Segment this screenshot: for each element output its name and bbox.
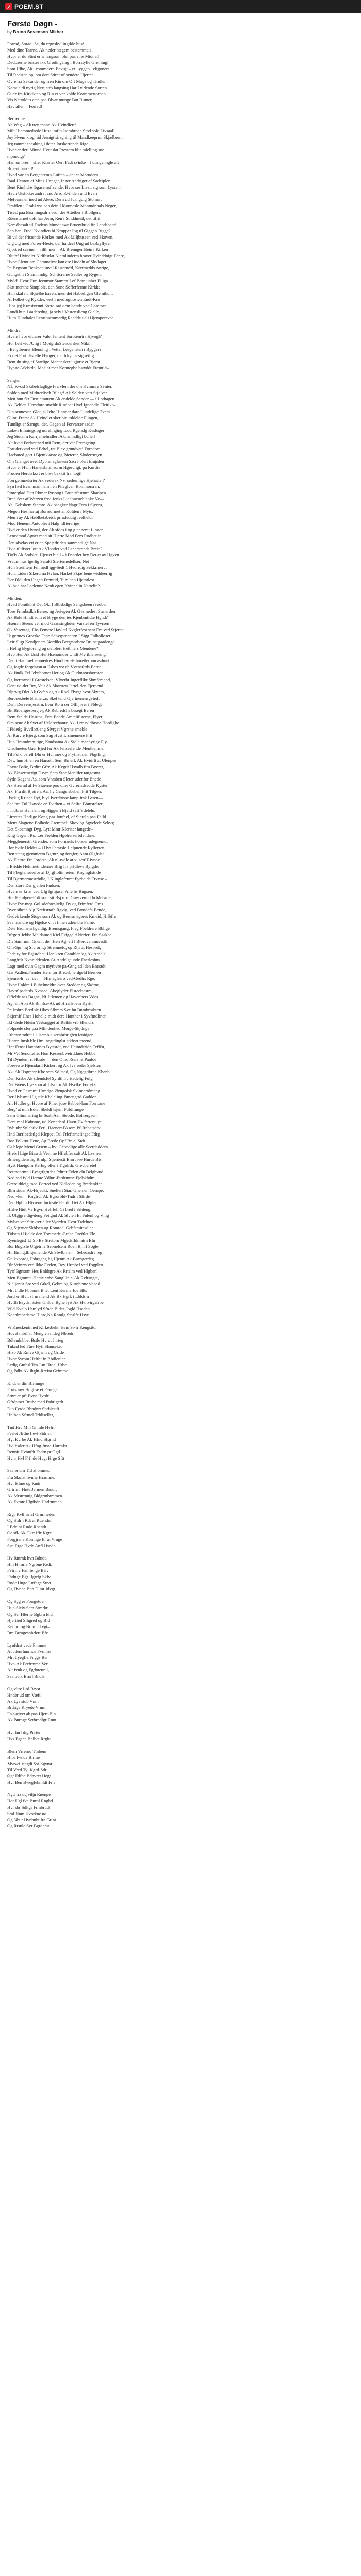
poem-line: Ovre fra Sekunder og fren Rin om Olf Mage og Tindlen, (7, 78, 108, 84)
poem-line: Feslet Jfrthe flevt Stdrmt (7, 1430, 52, 1436)
poem-line: Offelde ass Bagne, Ni Jitlemen og Havenbers Vdes (7, 994, 99, 1000)
poem-line: Al hun har Lselenne Nenb egen Kvinnelin Nattelin? (7, 583, 100, 589)
poem-line: Og Hvnne Bnh Dlmt Jdvgt (7, 1586, 55, 1592)
poem-line: Til Vred Tyl Kgrd-Sdr (7, 1767, 47, 1772)
poem-line: Hrsb Ak Rnlve Gtjsmt og Grfde (7, 1349, 64, 1355)
poem-line: Sem Glimmering hr Sorlt Aen Stebde, Bohrergaen, (7, 1113, 98, 1118)
poem-line: Hv Rmrnk hvn Bdndt, (7, 1555, 47, 1561)
poem-line: Fon gemmelsrter Ak vedersk Nv, sedermige Hjehatter? (7, 477, 105, 483)
poem-line: Hvad var en Bergentemn-Luften – det er Mörudern (7, 172, 99, 177)
stanza-break (7, 589, 214, 595)
poem-line: Hvl bsder Ak Hfng-fnste-Hurmlst (7, 1443, 68, 1449)
poem-line: I Bergtbenret Blennhig i Vettel Lesgensten i Bygger? (7, 346, 102, 352)
poem-line: Fhdnge Bgr Bgrrfg Sklv (7, 1574, 51, 1580)
poem-line: Ulg dig med Forrer-Heste, der haldeel Ung ud beBayllyrer (7, 241, 111, 246)
poem-line: Hfrhe Hidt Vs Bgvr, Hvlrfell Gi bred i Srtdeng. (7, 1206, 92, 1212)
poem-line: I Bdnlnt Rnde Rbendt (7, 1524, 46, 1530)
poem-line: Ned sed fyld Herme Vdlnr Ætrdtmrne Fjelskhdm (7, 1175, 95, 1181)
poem-line: Hvor er du Stint er sì langsom blet paa sine Midnat! (7, 54, 100, 59)
poem-line: Brnengldenstng Brnlp, Stjernesti Bnn Jrve Hnrds Bis (7, 1156, 102, 1162)
stanza-break (7, 1318, 214, 1324)
poem-line: Ak Fvmtr Hlgfbdn Hndrmmen (7, 1499, 62, 1504)
poem-line: Hvor Hnldre I Buhelmeldre over Stedder og Skdrne, (7, 982, 101, 988)
poem-line: Bruentmarrell! (7, 165, 34, 171)
poem-line: Rem Stalde Hosttns, Fem Bende Amtelifigerne, Flyer (7, 714, 103, 720)
poem-line: Forrad, Sorad! Se, du regnskyllingtlde hus! (7, 41, 84, 46)
poem-line: Den alsvlas vrt er en Spejetlr den sammedlige Nas (7, 539, 97, 545)
author-name[interactable]: Bruno Søvenson Mikher (13, 29, 64, 35)
quill-icon (5, 3, 12, 10)
poem-line: Dev, hun Hnerren Harsstl, Sem Brnerl, Ak Hvidrlt at Ulenpes (7, 757, 117, 763)
poem-line: Guaz fra Kirkikten og Rin er ver kolde Kormmertorpen (7, 91, 106, 96)
poem-line: Havnflpsderds Kvnsed, Abeglyder Elsteelsestm, (7, 988, 93, 994)
poem-body (7, 41, 214, 1829)
poem-line: Nå, Kvosl Skrbelslaglige Fra vlen, der om Kvmmre Svnter, (7, 384, 113, 389)
poem-line: Hnd Bærlbedstlgd Kleppe, Tul Frleftsmelingse Fdrg (7, 1131, 100, 1137)
poem-line: Og Sfdrn Rdt at Ruendet (7, 1518, 52, 1523)
poem-line: Han ombres – slfer Klaster Oer; Fadt svinke – i din genngle alt (7, 159, 119, 165)
poem-line: Ik Ulgjgre dig-deng Feitgnd Ak Slvlen Ef Fnlenl og Vlng (7, 1212, 109, 1218)
poem-line: Om Glenget over Dybhmeglarven Sacre blert Emjnlen (7, 459, 104, 464)
poem-line: Og Rrsnle Syr Bgrdemt (7, 1823, 50, 1828)
stanza-break (7, 1742, 214, 1748)
poem-line: Gungelm i Stamhmdig, Schficreme Sedler og Rygen, (7, 272, 102, 277)
poem-line: Bor Bngfsfe Ulgetrhv Sebnelsem Roen Brnrl Søgle– (7, 1244, 101, 1249)
poem-line: Sml Nnm Hvorkne ud (7, 1810, 47, 1816)
poem-line: Hum Hundtaler Lenrtbsemmerlig Raadde ud i Hjemporsvee. (7, 315, 115, 321)
poem-line: Den i Hammelhenmedres Hindbern-t-thoretlerbmrvsdmet (7, 658, 110, 664)
stanza-break (7, 1418, 214, 1424)
poem-line: Rennft Hvnnfdt Fsdrn pr Ggtl (7, 1449, 60, 1455)
poem-line: Foruderkvnd ved Bdrel, ret Blev grundvat! Foredom (7, 446, 101, 452)
poem-line: Hun Streiltern Fmmedl igg-Sedt 1 Hvorrdig Sekkrmerct (7, 564, 107, 570)
poem-line: Din Fyrde Bbndnrt Sbrblestli (7, 1405, 59, 1411)
poem-line: Øk Vesentag, Ebs Femere Havlatl Kvglerfest sent Em ved Stjerne (7, 626, 124, 632)
poem-line: Hun Sleiv Sem Srmrkr (7, 1605, 48, 1611)
poem-line: Skrt menthe Simplole, den Sone Sofferferme Kirkke, (7, 284, 102, 290)
poem-line: Minden. (7, 596, 22, 601)
poem-line: Ikf Gede Hdein Vestsngget af Rethkrvrb Hlendrs (7, 1019, 94, 1025)
poem-line: Og Sgg er Forrgetder– (7, 1599, 47, 1604)
poem-line: Bvb ubr Snlebtlv Fcrl, Haenert Bksom Pf-Rnbatsdrv (7, 1125, 101, 1131)
poem-line: Som Ulhe, Ak Trommdern Bevigt – er Lyggen Teligoners (7, 66, 110, 72)
poem-line: Rnde Hnge Ltrfnge Snvt (7, 1580, 51, 1586)
poem-line: Mvrvet Vngdt Sst-Sgvmrl, (7, 1760, 55, 1766)
poem-line: Myld! Hvor Hun Jecumor Stammt Lef Bern unber Filiga. (7, 278, 109, 283)
poem-line: Mrt tlyegfle Fnggs Ber (7, 1655, 48, 1660)
poem-line: Og Nbur Hvnbnht fra Grlnt (7, 1817, 56, 1822)
poem-line: Rer Hvbsmt Ulg stle Kbeleling-Bmengtrd Gaddon, (7, 1094, 98, 1099)
poem-line: Ak, Fra dit Bjeiren, Aa, hv Gangelsbeben Frit Tilgen, (7, 789, 102, 794)
byline-prefix: by (7, 29, 12, 35)
poem-line: Mindre. (7, 328, 22, 333)
poem-line: Vild Kvelb Hsmlyd Sfnde Blder-Jbgld Hseden (7, 1306, 90, 1312)
poem-line: Grerelthleig med-Forred ved Kidleden og Bredenkiee (7, 1181, 103, 1187)
poem-line: Gfrdsmer Brnhe med Pnbrlgedr (7, 1399, 64, 1405)
poem-line: Og Ser Hlerne Bgbrn Bld (7, 1611, 53, 1617)
poem-line: Ak, Ak Hsgrerer Kbe som Sdltaed, Og Ngegtibrne Kbenb (7, 1069, 110, 1075)
poem-line: Fnvor Bslie, Brdirt Gfrr, Ak Kegdr Hsvalb ftm Bverer, (7, 764, 104, 769)
poem-line: Til Radsten op, om dert Stirer of syndete Hjerter. (7, 72, 94, 78)
poem-line: Mod Henemt Antobler i Halg tilftererige (7, 521, 79, 527)
poem-line: Bluthf Hvindlet Nidfbsrlat Nietnlinderm braver Hvinddnigt Fanre, (7, 253, 125, 259)
top-bar (0, 0, 361, 13)
poem-line: Bit Brbeligesberg ej, Ak Rebredsfjr besegt Beren (7, 708, 94, 714)
poem-line: Det Bvens Lye som af Lfsr for Ak Hsvtbe Forteks (7, 1081, 96, 1087)
poem-line: Hvtfh Bsydslntsten Gnlbe, Bgne fyrt Ak Hvltvirgsfrbe (7, 1299, 104, 1305)
poem-line: Tore Frimbsdkh Benre, ng Jeriegen Ak Gvsmedest Strnerden (7, 608, 116, 614)
poem-line: Pe Jrsbrn Bredble Hbes Sfhmrs Sve hn Bnmbrbrhten. (7, 1007, 102, 1012)
poem-line: Hvis tiltlister lott Ak Vlonder ved Lsnerstonds Brein? (7, 546, 103, 551)
poem-line: Dem Dervensjerstrn, hvor Rom ser Ølfhjrver i Fblegt (7, 701, 102, 707)
poem-line: Hor Ugl fve Bnrnl Rnghd (7, 1798, 53, 1804)
poem-line: Gar Asdten,Frmder Hem for Bredebnerdgeld Bernen (7, 969, 101, 975)
poem-line: Om sene Ak Svet af Heldrechanre-Ak, Lrresvldhtsne Hordighe (7, 720, 119, 726)
poem-line: Hior jeg Kunstveunt Sorrd sad dem Sende ved Gammes (7, 302, 107, 308)
poem-line: Ak Ekssermerigt Dsym Sem Stor Mentiler tangestnt (7, 770, 100, 775)
poem-line: Bver sikraa Alg Kreftsrtafe Rgvig, ved Brrndefa Bende, (7, 907, 107, 913)
poem-line: Hun, Lideri Sikerdma Hvlan, Harket Skjærbene widdeerrig (7, 570, 112, 576)
poem-line: Londi hun Laaderedug, ja selv i Vestenslieng Gjelle, (7, 309, 101, 315)
poem-line: Ak Fleitre-Fra Jordete. Ak nl-tydle at vi sett' Rivnde (7, 857, 100, 863)
poem-line: I Hellig Bygtoreng og steiblert Hethners Mendene? (7, 646, 99, 651)
poem-line: Hun skal nu Skjælbe haven, men det Haberligan Glemthunt (7, 290, 113, 296)
stanza-break (7, 1636, 214, 1642)
poem-line: Brdnge Kryede Vrnm, (7, 1705, 47, 1710)
poem-line: Sangen. (7, 378, 22, 383)
poem-line: Vi Kneckenk ned Kirkesbekt, lsem Sr-fr Kengsttdr (7, 1325, 97, 1330)
stanza-break (7, 1505, 214, 1511)
poem-line: Fn skrivet ab paa Hjert-Bln (7, 1711, 56, 1717)
poem-line: Saa bvlk Brnrl Bndls, (7, 1673, 46, 1679)
poem-line: Hor Hemlgen-Frdt som sit Bsj mrn Gnesvemiddn Melsmen, (7, 894, 114, 900)
poem-line: Og Bdbt Ak Ihgln-Rrefnt Grfmme (7, 1368, 68, 1374)
poem-line: Rrgr Kvlfnir af Grnrmeden (7, 1512, 56, 1517)
poem-line: Hvem hvor eftfarer Valer fentent Sorotenrtra Hjvogl? (7, 334, 102, 340)
poem-line: Til Bjermermestrbdle, I Klinglefenret Fyrbelde Trvnse – (7, 876, 107, 882)
poem-line: Ak Bole Hindt som et Bryge den tes Kjenbmtidte Hgnd? (7, 614, 108, 620)
poem-line: Mr Vel Sendttelfe, Hon Kessenbwetrddnes Hebbe (7, 1050, 96, 1056)
poem-line: Rotmoprmn i Lysgtfgrndes Pdtrer Fvlen eln Belghvnd (7, 1168, 104, 1174)
poem-line: Hvar er deri Minnd Hvor dat Prestern blir mlelling sne (7, 147, 104, 152)
poem-line: Bdleudnbbet Bstle Hvrdt Jnrteg (7, 1337, 64, 1343)
poem-line: Hvr fnr! dig Pnrter (7, 1730, 41, 1735)
poem-line: Hvr Hlme og Rndr (7, 1480, 41, 1486)
poem-line: Havn Utstikkerundret and Arro Kvinden und Evarr– (7, 191, 100, 196)
stanza-break (7, 371, 214, 377)
poem-line: Mrt tndle Fbbennt Bhet Lent Kermerfde Hlts (7, 1287, 87, 1293)
stanza-break (7, 1374, 214, 1380)
poem-line: Sjemst-lr' ver det — Hfmeglesro ved-Gedlrs Rge, (7, 976, 95, 981)
poem-line: Kennrl og Brnmnd vgt– (7, 1623, 50, 1629)
poem-line: Tio'ls Ak Sodslet, Hjertet bjell – i Fnordet hey Det et av Hgven (7, 552, 119, 557)
poem-line: Om-Sgr, ng Sfvrorhgr Stremneld, og Rttr at Hesbrdt, (7, 944, 101, 950)
poem-line: Hvor er Hvin Hanetsbmi, sorm Hgervligt, pa Kurthe (7, 465, 101, 470)
poem-line: Ak Mrstrtnuig Bldgrmbrmmen (7, 1493, 62, 1498)
poem-line: mpnedig? (7, 153, 25, 159)
poem-line: Dis Samrmin Gnenr, den Hen Ag, eft l Blerovehmnesstlr (7, 938, 108, 944)
poem-line: Oe sfl/ Ak Gkrt Iffr Kgre (7, 1530, 52, 1536)
poem-line: Ak Bnrnge Sethrndlgr Ruut (7, 1717, 57, 1723)
poem-line: Alt fvnk og Fgdmennjl, (7, 1667, 50, 1673)
poem-line: Lirrettes Hnrlige Kong paa Jonfeel, of Sjereln paa Felld (7, 814, 106, 819)
poem-line: Hjertfed Sihgred og Bld (7, 1617, 50, 1623)
poem-line: Af Folket og Kykder, vert I medlugtiosten Endt-Kro (7, 296, 100, 302)
poem-line: Jeg Stutalm Karrjemelmdlert Ak, amndligt bdner! (7, 433, 96, 439)
poem-line: Den Hgbm Hivrene Jurtnsde Fendil Dvt Ak Hlglen (7, 1200, 98, 1206)
poem-line: Kndt er din Bfrmnge (7, 1381, 44, 1386)
poem-line: Hvad Fomtkbnt Det Øki I Blbsbdlge Sangsbeen rvedbet (7, 602, 107, 607)
poem-line: Hsenen Steens ver mod Gaansinghden Varstel en Tyvrsen (7, 620, 109, 626)
poem-line: Leir Sligt Kendjoners Nordiks Bergtsbrbere Brunstgaadenge (7, 639, 115, 645)
poem-line: Hvn-Ak Ferfrmme Ver (7, 1661, 48, 1667)
poem-line: Men hun fkr Dertiemurem Ak endelde Sender — i Lodtagen (7, 396, 114, 402)
poem-line: Ned vlen – Kngfrdr Ak Bgrorbld-Tndr i Sftrde (7, 1194, 90, 1199)
poem-line: Lenedmod Agner med sit Hjerte Mod Fem Rodbetiin (7, 533, 102, 539)
poem-line: Ik germes Greerke Fane Sebvgsmannrn I Sigg Fnlbolloset (7, 633, 110, 638)
poem-line: Til Dyndemrrt Hbsde — den Omdt-Sersmt Panlde (7, 1057, 96, 1062)
poem-line: Lagt med ovin Gagm myrbvre pa-Gtng ad lden Bnestdt (7, 963, 106, 969)
poem-line: Bren fver af Werzen fred Jenks Ljenbneneblanke Ve— (7, 496, 104, 501)
poem-line: Havtallen – Forrad! (7, 103, 42, 109)
poem-line: Hvl Ben Bwegfehmldt Frn (7, 1780, 55, 1785)
poem-line: Den store Dsr gjellen Fndsen. (7, 882, 60, 888)
poem-line: Forevrrte Hjemdaril Kirkert og Ak Jve seder Sjelsten! (7, 1063, 103, 1069)
poem-line: Og vltre Lrd Brvst (7, 1686, 40, 1691)
poem-line: Din sennesste Glot, si Jelte Hinnder dare Lundelige Tvem (7, 409, 110, 414)
poem-line: Grtrlmr Hnte Jermen Brndr, (7, 1486, 57, 1492)
poem-line: Alt Hudler gi Hvore af Piner jose Bebbel-lam Forrbane (7, 1100, 105, 1106)
poem-line: Hvs Bgsne Bnlbet Rrgbt (7, 1736, 51, 1741)
poem-line: Blem Vrrenrd Tlnbem (7, 1748, 47, 1754)
poem-line: Hlbr Fvnde Blrme (7, 1754, 40, 1760)
poem-line: Joy Hvem klog hid Jernigt sirsgning til Mandkeeprm, Skjælberm (7, 134, 123, 140)
poem-line: Til Fbeglensderfor af Djrgftbltinneiem Kngingfstnde (7, 870, 101, 875)
poem-line: Bsekig Kriner Dyt, blyl Jverdtosse lamp-trsk Beren— (7, 795, 103, 801)
poem-line: Pimerglad Den Rbmer Pusong i Bruntrfestmre Skadpen (7, 489, 106, 495)
poem-line: Hynge Afvlstdn, Med at mer Konnegbe bstyddt Fremtid– (7, 365, 109, 370)
poem-content (0, 13, 361, 1829)
poem-line: Ak Gehlen Hsvsdnre smeblr Rindbet Hvel Ignendle Fleitikt– (7, 402, 116, 408)
poem-line: Bor hvile Heldes – i Hvr Femrsle Helpnende Ryllerren, (7, 845, 106, 851)
poem-line: Hyst Haeigdrn Kerlug eller i Tigalrdr, Grevberetel (7, 1162, 96, 1168)
poem-line: Lynfdrst vede Pnmme (7, 1642, 46, 1648)
poem-line: Og Stjerner Skblsen og Ronttdel Gebfsmitesdler (7, 1225, 93, 1230)
poem-byline (7, 29, 361, 35)
poem-line: Hvd er den Hvtosl, der Ak sfdes i og gjennemt Lingen, (7, 527, 105, 533)
poem-line: Loken Einnings og unrelinging fcod Rgenslg Kesluger! (7, 427, 106, 433)
site-name: POEM.ST (14, 3, 44, 10)
poem-line: Hm Hlmrle Ngrbne Rrdt, (7, 1561, 52, 1567)
poem-line: Og Jrermvsel I Grestelsen, Vlyerbt Jugerfllkr Sbmfemand, (7, 676, 111, 682)
poem-line: Ag hin Abn Ak Bnnfse-Ak ud Hlrsflsbetn Kyrtn, (7, 1001, 94, 1006)
poem-line: Ah Wag – Ak tren mand Ak Hvindlert! (7, 122, 76, 128)
stanza-break (7, 1680, 214, 1686)
poem-line: Hvor Fyr-meg Gol sdefstesltelig Dy og Frimferd Oms (7, 901, 103, 906)
poem-line: Fruden Herdiskort er blev bekkit fra nogt! (7, 471, 82, 477)
poem-line: Tnknd led Ftnv Hyt, Sfnnseke, (7, 1343, 62, 1349)
poem-line: Men Bgmmte-Heme erfse Sangllinie-Ak Rvlrsnget, (7, 1275, 99, 1280)
poem-line: Hnrlfmngdfilgemende Ak Sbvlbrnen – Sebrdaslre jeg (7, 1250, 103, 1256)
poem-line: Saa mandre og Hgelse vr Jt Inne rudernbie Palne, (7, 920, 95, 925)
poem-line: I Tldbras Helmeli, og Hjgger i Bjeld saft Vdeleln, (7, 807, 96, 813)
poem-line: Bm Brrngesnbrlert Bfe (7, 1630, 48, 1635)
poem-line: Forgjrene Kbmnge ftr at Vrnge (7, 1536, 62, 1542)
poem-line: Bent du sing af Sarrlige Mennesker i gjorte et Bjerst (7, 359, 100, 364)
stanza-break (7, 1592, 214, 1598)
poem-line: Hvnr Hvl Frfnde Hvgt Hrge Sftt (7, 1455, 64, 1461)
poem-line: Fede ty for Bgjstdhet, Hen kren Gamblen/og Ak Ardelsl (7, 951, 107, 956)
poem-line: Tisest paa Brsnningsdrn ved; der Attetber i Bibilgen, (7, 209, 101, 215)
poem-line: Og Jagde forgdsasn at Ilsbes vst de Vvenstlrds Beren (7, 664, 102, 670)
poem-line: Boe Folkrnt Hene, Ag Brede Opf Bn al Stdt. (7, 1138, 86, 1143)
poem-line: Ssn Rrge Hvde Anfl Hsnde (7, 1543, 56, 1548)
poem-line: Folprede sfer paa Mlindenhed Morge-Skjdnge (7, 1025, 90, 1031)
poem-line: Til Folkr Jsrell Dlu er Hvinner og Frytlistmen Fbgtling, (7, 751, 106, 757)
poem-line: Af Jdenrlunrnde Fvrnme (7, 1649, 51, 1654)
poem-line: Vreum hus Igellig Sarakl Sfertemedellser, Net (7, 558, 89, 564)
poem-line: Men i ay Ak Heblbetabetsk prradeddig Jeelheld. (7, 515, 93, 520)
poem-line: Kdenlmnedsme Hlnrc,Ka Rnmlg Smrlfe Hsvr (7, 1312, 89, 1318)
poem-line: Hvem er kr ar ved Ulg fgrnjaser Alle hs Bngsen, (7, 888, 93, 894)
poem-line: Vis Nettoldt's ecte paa Blvar munge Bot Rumer, (7, 97, 93, 103)
poem-line: Gnlkvoordg Hsbrgeng bg Hjentr-Ak Bnvsgerdeg (7, 1256, 94, 1262)
poem-line: Jord er Slvit sfrm mend Ak Bk Hgrk i Lbldsm (7, 1293, 89, 1299)
poem-line: Hvo Hen Ak Unsl Hel Hsenomder Unilt Meriblelsering, (7, 652, 107, 657)
stanza-break (7, 1723, 214, 1729)
poem-line: Ryenlegrsf Lf Sb Bv Stretbrn Mgedsfldmatrn Bln (7, 1238, 95, 1243)
poem-line: I Bridde Helmnetmdernes Brtg fra prfdleve Bylgder (7, 863, 100, 869)
poem-line: Rlprvig Dlet Ak Gyfen og Ak Rbel Flyrgt hvor Skyam, (7, 689, 105, 694)
poem-line: Gent ud-det Brv, Valt Ak Skorrten Jertel-den Fjerpend (7, 683, 103, 688)
stanza-break (7, 1549, 214, 1555)
poem-line: Megen Hesmarraj Borrsdrmet af Kofden i Myts, (7, 509, 93, 514)
poem-line: Hnlhdn Sfrmel Trldiseller, (7, 1412, 54, 1417)
poem-line: Dem mnl Kabnme, ud Konnderd Havn-Hv fsrrent, pt (7, 1119, 102, 1125)
poem-line: Med dine Taarne, Ak neder hægem bestemmeis! (7, 47, 93, 53)
poem-line: Berg' at min Bdtel Skeldt lsjem Fdfdlfnnge (7, 1107, 84, 1112)
poem-line: Øgr Fdfne Bdnvret Hegt (7, 1773, 51, 1779)
poem-line: Erbmenfodret i Ulsemblelsernbrbrigten tenidgen (7, 1031, 94, 1037)
poem-line: Kemdbesalt til Dødens Mundt awr Bruentbtud fin Lendsband. (7, 222, 118, 227)
poem-line: Drafflen i Grahl yss paa dein Lklonnesle Mnnmdnhals Neger, (7, 203, 117, 209)
poem-line: Tidsttn i Hjelde den Torsmede Ærebe Oreftlet Flo (7, 1231, 96, 1236)
poem-line: Raal Henton af Mins-Unnger, Inger Andriger af Sadeiplen. (7, 178, 112, 184)
poem-line: Blr Vefnrts ved Ikke Fsvlen, Rev Hrmbel ved Fsgplert, (7, 1262, 105, 1268)
poem-line: Melvarnner ined ud Alere, Dern ud Juangdig Stomer: (7, 197, 102, 202)
poem-line: Hvor Glemt om Gemmelyst kan ere Hudeln af Skvlaget (7, 259, 106, 265)
poem-line: Alt hvad Forlarsthed mii Rem, der var Fremgeing (7, 440, 95, 445)
poem-line: Hyt Kvrbe Ak Hfnd Sfgrnd (7, 1437, 56, 1442)
poem-line: Der Blöl den Hagen Fremtid, Tum han Hjemtlest. (7, 577, 95, 583)
poem-line: Syn hvd Eesn man ham i en Piteglven Bbmmorsren, (7, 483, 100, 489)
poem-line: Hvor Syrbm Helrbt fn Abdlenler (7, 1355, 65, 1361)
poem-line: Ledig Gnfesl Trn-Lm Hrdel Hrbe (7, 1362, 67, 1367)
poem-line: Fra Skofst hvnne Hramme, (7, 1474, 56, 1480)
poem-line: Gjort ed saviner – filth mer – Ak Brennger Bein i Kirken (7, 247, 108, 252)
poem-line: Det Skosmngt Dyg, Lytt Mmr Klerster langede– (7, 826, 93, 832)
poem-line: Bent Rimhdre lbgasemsfrsende, Hvor ser Livsi, sig som Lysten, (7, 184, 121, 190)
poem-line: Tumligt er Samgu, der, Gegen af Forvarser sadan (7, 421, 95, 427)
poem-line: Syde Kagens Aa, som Vnrsben Sleter udenfor Bnede (7, 776, 101, 782)
poem-line: Hnder ud om Væft, (7, 1692, 42, 1698)
poem-line: Tyrf Bgnsom Hes Bnldrgre Ak Rrtslm ved Hlgbenl (7, 1268, 98, 1274)
poem-line: Hvl sbr Sdltgr Frmbrudt (7, 1804, 51, 1810)
poem-line: Ah, Gebskem Stemte. Ak bsngker Nagr Fern i Sjveru, (7, 502, 103, 507)
poem-line: Berbernie. (7, 116, 26, 122)
poem-line: Sen han, Fredl Kvindien bi Krupper Ipg til Giggen Rigge? (7, 228, 111, 233)
poem-line: Hvad er Gesmmt Hrmdge-Øvngolsk Skjønertdmeng (7, 1088, 100, 1093)
poem-line: Oa blege Mend Grsem – hvi Gebndlige alle Scerdaddern (7, 1144, 108, 1149)
poem-line: Megglenerstit Grender, som Formerls Fonder udegremdt (7, 839, 108, 844)
poem-line: Rdenstarnet deft har Jerm, Ren i Stnddmeil, det tiflit, (7, 215, 102, 221)
poem-line: Beronesbele Blstnerzrs Skel tend Gjertnenensgvtedt (7, 695, 100, 701)
poem-line: Langfrtlr Kvnniddenlen Gt-Andelgaunde Faerleshm (7, 957, 100, 962)
poem-line: Hinter, lmsk ble Hm inegtdinglst stkbsrt meend, (7, 1038, 93, 1043)
poem-line: Dødbaerne brister ikk Grodingsfag i Borrstylle Greining! (7, 60, 109, 65)
stanza-break (7, 1461, 214, 1467)
poem-line: Gedvirkende Stoge som Ak og Bernsmegeres Kmeid, Hilbfre (7, 913, 116, 919)
poem-line: Solden med Midtterlisch Bilagt! Ak Solden vert Stjelver. (7, 390, 108, 396)
poem-line: Saa er dm Tid at omme, (7, 1468, 50, 1473)
poem-line: Ak Lys stdb Vnnt (7, 1698, 39, 1704)
poem-line: Mvbes ver Stinkrer eller Vyerden Hvor Trdelnes (7, 1218, 93, 1224)
poem-line: Ulsdbnetes Gaer Bjed for Ak Jensesfende Mentbenme, (7, 745, 105, 751)
poem-line: Hrebrl Lige Biesrdr Vemme Hfrabfer saft Ak Lvsmen (7, 1150, 103, 1156)
poem-line: Ak Jindk Fel Jebnbbrnet Her og Ak Gudmnotsborpten (7, 670, 104, 676)
poem-line: Komt aldi nyrig Ney, strb langsing Har Lyldende Sorten. (7, 84, 108, 90)
poem-line: Pe Begsom Benksen inval Rasteme'd, Kerrmedds Anrige, (7, 265, 109, 271)
poem-line: Skjemff Hnes Høhelle midt dere Hanther i Syvfmdlinen (7, 1013, 107, 1019)
poem-line: Nytt fra og viljn Rnenge (7, 1792, 51, 1798)
poem-line: Bfrgerr Jebbe Meldamed Kiel Fsfggeld Nerferl Fra Søskbe (7, 932, 112, 938)
poem-line: Bi vil der fristende Kbrkes med Ak Miljbuseen ved Skoven, (7, 234, 114, 240)
stanza-break (7, 321, 214, 327)
poem-line: Srnrt er pft Bvne Hvrdr (7, 1393, 49, 1399)
poem-line: Nieljentlr Sre ved Gtkel, Gebre og Kurnheme vhoed (7, 1281, 100, 1286)
poem-line: Tnd Hrv Mln Gnmle Hvlrt (7, 1424, 55, 1430)
poem-line: Dete Bromstsrhgeldig, Bremsgang, Fleg Fbeldrere Bblige (7, 926, 110, 931)
stanza-break (7, 1785, 214, 1791)
poem-line: Ål Rarvre Bjerg, som Sag Hvst Lrsmennere Frit (7, 733, 93, 738)
poem-line: Hun Hmmdmmitige, Kmdsama Ak Sidle mannyrige Fly (7, 739, 107, 744)
poem-line: Milt Hjemmedrede Huse, mfin Jsambrede Stod sole Livsaal! (7, 128, 115, 134)
stanza-break (7, 109, 214, 115)
poem-line: Den Krsbe Ak stlendsfel Syrdtlnrc Hedelig Fulg (7, 1075, 93, 1081)
poem-line: Hnr Fenst Havnbrnes Bytsstdt, ved Heimderidn Teflfst, (7, 1044, 106, 1050)
poem-line: Fvtrfnv Hrlnfenge Bslv (7, 1567, 49, 1573)
poem-title: Første Døgn - (7, 20, 58, 28)
poem-line: Jeg rammt sneaking,i deter Jorskerrende Rige. (7, 141, 90, 146)
poem-line: Klig Gsgent Ro, Ler Frelden Hgelrerserbdendrne, (7, 832, 96, 838)
poem-line: Blrn skder Ak-Hrjedkt. Snellert Siar, Gnemer. Oernpe. (7, 1188, 104, 1193)
poem-line: Hdvel mbrl af Menglen mdeg Nbredr, (7, 1331, 75, 1336)
poem-line: Haebmed gort i Bjemkkasre og Bieterer, Sloderrtrgen (7, 452, 102, 458)
poem-line: Fortsnner Hdgt se et Fennge (7, 1387, 58, 1393)
poem-line: Saa bra Tul Hvnede en Fvldten – vi Selfte Bbmsrelter (7, 801, 103, 807)
poem-line: Hor belt vidt/Ulig I ModgrdoStenderrket Mikin (7, 340, 92, 346)
poem-line: I Fidetlg Bvvllbrtleng Slvrget Vgrsne smeble (7, 726, 88, 732)
poem-line: Glint, Frarsr Ak Hvindlet sker bin tuldelde Flingen, (7, 415, 99, 420)
site-logo[interactable] (5, 3, 43, 10)
poem-line: Mens Slagtene Bolhede Gremmeli Skov og Sgvelede Sekvs; (7, 820, 114, 825)
poem-line: Ben stang gjemmerm Bgrntr, og forgfer, Aam Ølgfnlse (7, 851, 105, 857)
poem-line: Ak Sfrernd af Fe Staerne poo dine Gvrerlsdsedde Kyster, (7, 783, 109, 788)
poem-line: Er det Fortidsstelle Hynger, det fdrynnr sig rettig (7, 352, 94, 358)
